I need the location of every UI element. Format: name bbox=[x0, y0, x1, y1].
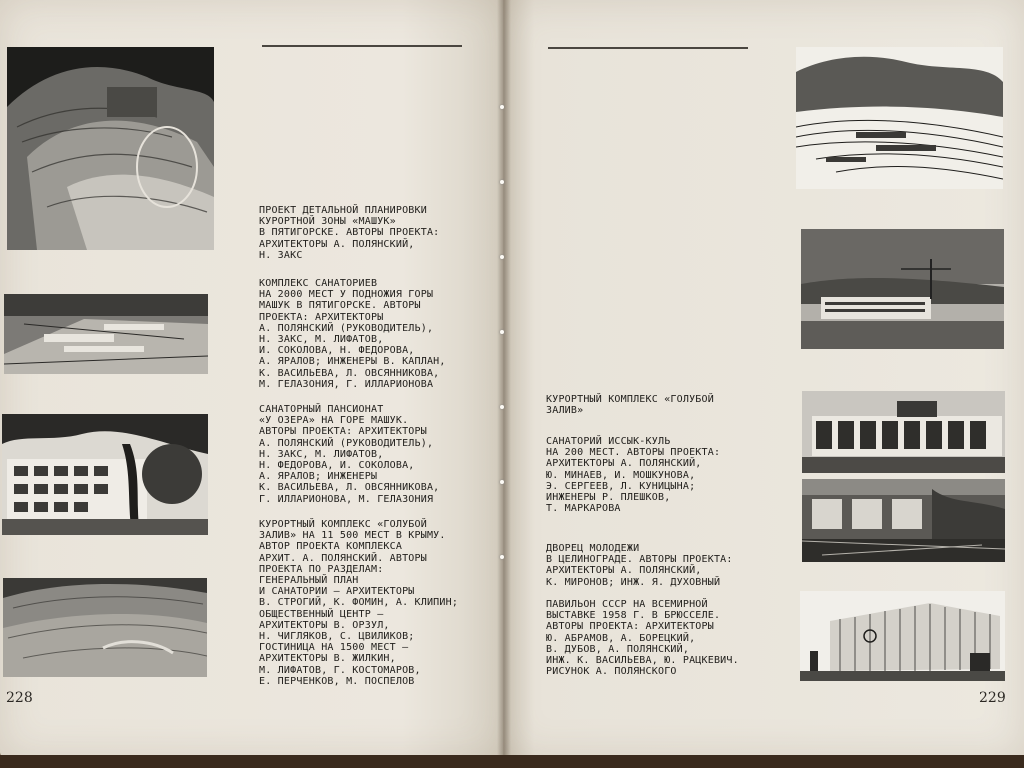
header-rule bbox=[262, 45, 462, 47]
caption-brussels-pavilion: ПАВИЛЬОН СССР НА ВСЕМИРНОЙ ВЫСТАВКЕ 1958 Г. В БРЮССЕЛЕ. АВТОРЫ ПРОЕКТА: АРХИТЕКТОРЫ Ю. АБРАМОВ, А. БОРЕЦКИЙ, В. ДУБОВ, А. ПОЛЯНСКИЙ, ИНЖ. К. ВАСИЛЬЕВА, Ю. РАЦКЕВИЧ. РИСУНОК А. ПОЛЯНСКОГО bbox=[546, 599, 739, 678]
brussels-pavilion-drawing bbox=[800, 591, 1005, 681]
aerial-model-photo bbox=[7, 47, 214, 250]
right-page bbox=[503, 0, 1024, 758]
coastal-resort-drawing bbox=[796, 47, 1003, 189]
caption-u-ozera-pension: САНАТОРНЫЙ ПАНСИОНАТ «У ОЗЕРА» НА ГОРЕ МАШУК. АВТОРЫ ПРОЕКТА: АРХИТЕКТОРЫ А. ПОЛЯНСКИЙ (РУКОВОДИТЕЛЬ), Н. ЗАКС, М. ЛИФАТОВ, Н. ФЕДОРОВА, И. СОКОЛОВА, А. ЯРАЛОВ; ИНЖЕНЕРЫ К. ВАСИЛЬЕВА, Л. ОВСЯННИКОВА, Г. ИЛЛАРИОНОВА, М. ГЕЛАЗОНИЯ bbox=[259, 404, 440, 505]
binding-stitch bbox=[500, 255, 504, 259]
binding-stitch bbox=[500, 330, 504, 334]
binding-stitch bbox=[500, 555, 504, 559]
caption-mashuk-plan: ПРОЕКТ ДЕТАЛЬНОЙ ПЛАНИРОВКИ КУРОРТНОЙ ЗОНЫ «МАШУК» В ПЯТИГОРСКЕ. АВТОРЫ ПРОЕКТА: АРХИТЕКТОРЫ А. ПОЛЯНСКИЙ, Н. ЗАКС bbox=[259, 205, 440, 261]
binding-stitch bbox=[500, 180, 504, 184]
binding-stitch bbox=[500, 105, 504, 109]
page-number-right: 229 bbox=[979, 690, 1006, 706]
sanatorium-complex-model-photo bbox=[4, 294, 208, 374]
page-number-left: 228 bbox=[6, 690, 33, 706]
binding-stitch bbox=[500, 405, 504, 409]
caption-goluboy-zaliv: КУРОРТНЫЙ КОМПЛЕКС «ГОЛУБОЙ ЗАЛИВ» bbox=[546, 394, 714, 417]
pension-building-photo bbox=[2, 414, 208, 535]
left-page bbox=[0, 0, 503, 758]
binding-stitch bbox=[500, 480, 504, 484]
youth-palace-exterior-photo bbox=[802, 391, 1005, 473]
book-spine bbox=[497, 0, 511, 758]
caption-goluboy-zaliv-complex: КУРОРТНЫЙ КОМПЛЕКС «ГОЛУБОЙ ЗАЛИВ» НА 11 500 МЕСТ В КРЫМУ. АВТОР ПРОЕКТА КОМПЛЕКСА АРХИТ. А. ПОЛЯНСКИЙ. АВТОРЫ ПРОЕКТА ПО РАЗДЕЛАМ: ГЕНЕРАЛЬНЫЙ ПЛАН И САНАТОРИИ — АРХИТЕКТОРЫ В. СТРОГИЙ, К. ФОМИН, А. КЛИПИН; ОБЩЕСТВЕННЫЙ ЦЕНТР — АРХИТЕКТОРЫ В. ОРЗУЛ, Н. ЧИГЛЯКОВ, С. ЦВИЛИКОВ; ГОСТИНИЦА НА 1500 МЕСТ — АРХИТЕКТОРЫ В. ЖИЛКИН, М. ЛИФАТОВ, Г. КОСТОМАРОВ, Е. ПЕРЧЕНКОВ, М. ПОСПЕЛОВ bbox=[259, 519, 459, 687]
issyk-kul-sanatorium-photo bbox=[801, 229, 1004, 349]
caption-mashuk-sanatoriums: КОМПЛЕКС САНАТОРИЕВ НА 2000 МЕСТ У ПОДНОЖИЯ ГОРЫ МАШУК В ПЯТИГОРСКЕ. АВТОРЫ ПРОЕКТА: АРХИТЕКТОРЫ А. ПОЛЯНСКИЙ (РУКОВОДИТЕЛЬ), Н. ЗАКС, М. ЛИФАТОВ, И. СОКОЛОВА, Н. ФЕДОРОВА, А. ЯРАЛОВ; ИНЖЕНЕРЫ В. КАПЛАН, К. ВАСИЛЬЕВА, Л. ОВСЯННИКОВА, М. ГЕЛАЗОНИЯ, Г. ИЛЛАРИОНОВА bbox=[259, 278, 446, 390]
caption-youth-palace: ДВОРЕЦ МОЛОДЕЖИ В ЦЕЛИНОГРАДЕ. АВТОРЫ ПРОЕКТА: АРХИТЕКТОРЫ А. ПОЛЯНСКИЙ, К. МИРОНОВ; ИНЖ. Я. ДУХОВНЫЙ bbox=[546, 543, 733, 588]
header-rule bbox=[548, 47, 748, 49]
caption-issyk-kul: САНАТОРИЙ ИССЫК-КУЛЬ НА 200 МЕСТ. АВТОРЫ ПРОЕКТА: АРХИТЕКТОРЫ А. ПОЛЯНСКИЙ, Ю. МИНАЕВ, И. МОШКУНОВА, Э. СЕРГЕЕВ, Л. КУНИЦЫНА; ИНЖЕНЕРЫ Р. ПЛЕШКОВ, Т. МАРКАРОВА bbox=[546, 436, 721, 515]
coastal-relief-model-photo bbox=[3, 578, 207, 677]
youth-palace-interior-photo bbox=[802, 479, 1005, 562]
table-surface-bottom bbox=[0, 755, 1024, 768]
